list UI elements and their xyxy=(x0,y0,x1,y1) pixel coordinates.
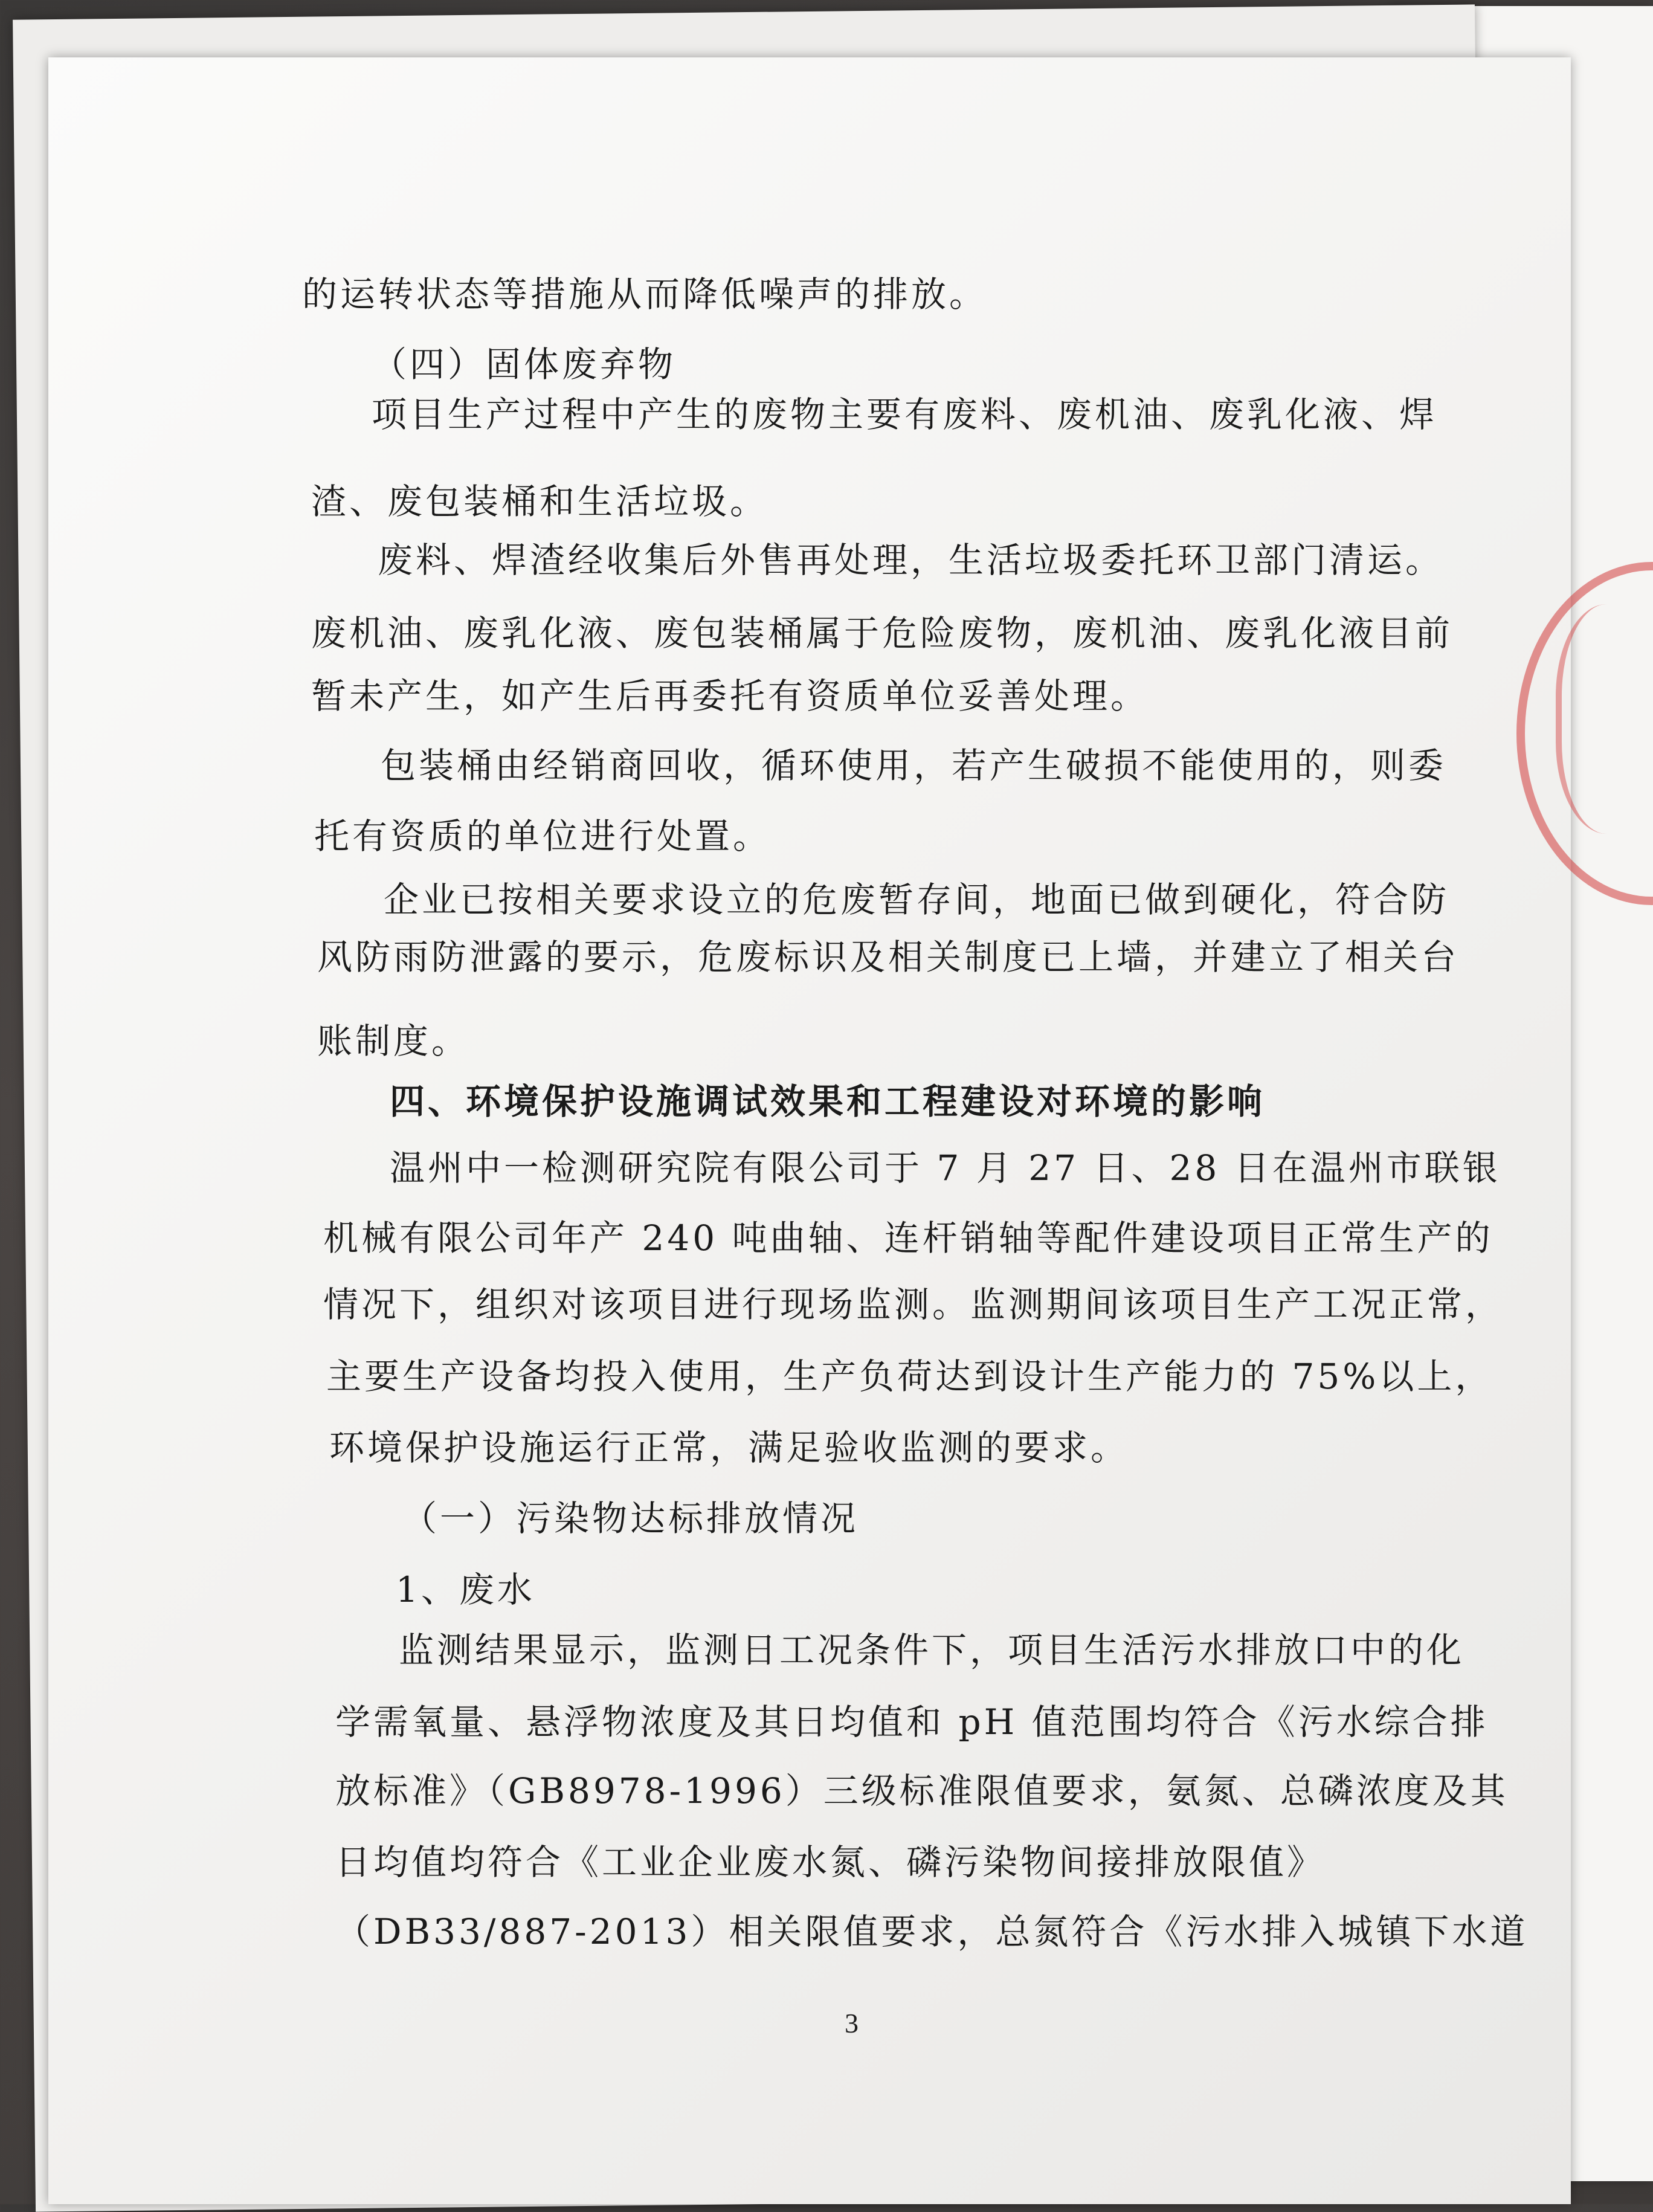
body-line: 包装桶由经销商回收，循环使用，若产生破损不能使用的，则委 xyxy=(381,745,1447,786)
body-line: 机械有限公司年产 240 吨曲轴、连杆销轴等配件建设项目正常生产的 xyxy=(323,1217,1494,1259)
body-line: 环境保护设施运行正常，满足验收监测的要求。 xyxy=(329,1427,1129,1468)
body-line: 风防雨防泄露的要示，危废标识及相关制度已上墙，并建立了相关台 xyxy=(317,937,1460,978)
body-line: 情况下，组织对该项目进行现场监测。监测期间该项目生产工况正常， xyxy=(323,1284,1504,1325)
body-line: 项目生产过程中产生的废物主要有废料、废机油、废乳化液、焊 xyxy=(372,394,1438,435)
body-line: 的运转状态等措施从而降低噪声的排放。 xyxy=(302,274,988,315)
page-number: 3 xyxy=(845,2008,859,2039)
body-line: 账制度。 xyxy=(317,1021,470,1062)
section-heading: （四）固体废弃物 xyxy=(372,344,677,385)
body-line: 废机油、废乳化液、废包装桶属于危险废物，废机油、废乳化液目前 xyxy=(311,613,1454,654)
chapter-heading: 四、环境保护设施调试效果和工程建设对环境的影响 xyxy=(390,1081,1266,1122)
body-line: 暂未产生，如产生后再委托有资质单位妥善处理。 xyxy=(311,676,1149,717)
body-line: 日均值均符合《工业企业废水氮、磷污染物间接排放限值》 xyxy=(335,1842,1326,1883)
body-line: 企业已按相关要求设立的危废暂存间，地面已做到硬化，符合防 xyxy=(384,879,1450,920)
body-line: 托有资质的单位进行处置。 xyxy=(314,816,772,857)
body-line: 放标准》（GB8978-1996）三级标准限值要求，氨氮、总磷浓度及其 xyxy=(335,1770,1509,1811)
body-line: 学需氧量、悬浮物浓度及其日均值和 pH 值范围均符合《污水综合排 xyxy=(335,1701,1489,1743)
body-line: 废料、焊渣经收集后外售再处理，生活垃圾委托环卫部门清运。 xyxy=(378,540,1444,581)
body-line: 渣、废包装桶和生活垃圾。 xyxy=(311,481,768,522)
body-line: 监测结果显示，监测日工况条件下，项目生活污水排放口中的化 xyxy=(399,1630,1465,1671)
body-line: 温州中一检测研究院有限公司于 7 月 27 日、28 日在温州市联银 xyxy=(390,1147,1501,1188)
body-line: 主要生产设备均投入使用，生产负荷达到设计生产能力的 75%以上， xyxy=(326,1356,1494,1397)
section-heading: （一）污染物达标排放情况 xyxy=(402,1498,859,1539)
body-line: （DB33/887-2013）相关限值要求，总氮符合《污水排入城镇下水道 xyxy=(335,1911,1529,1952)
subsection-heading: 1、废水 xyxy=(396,1569,535,1610)
